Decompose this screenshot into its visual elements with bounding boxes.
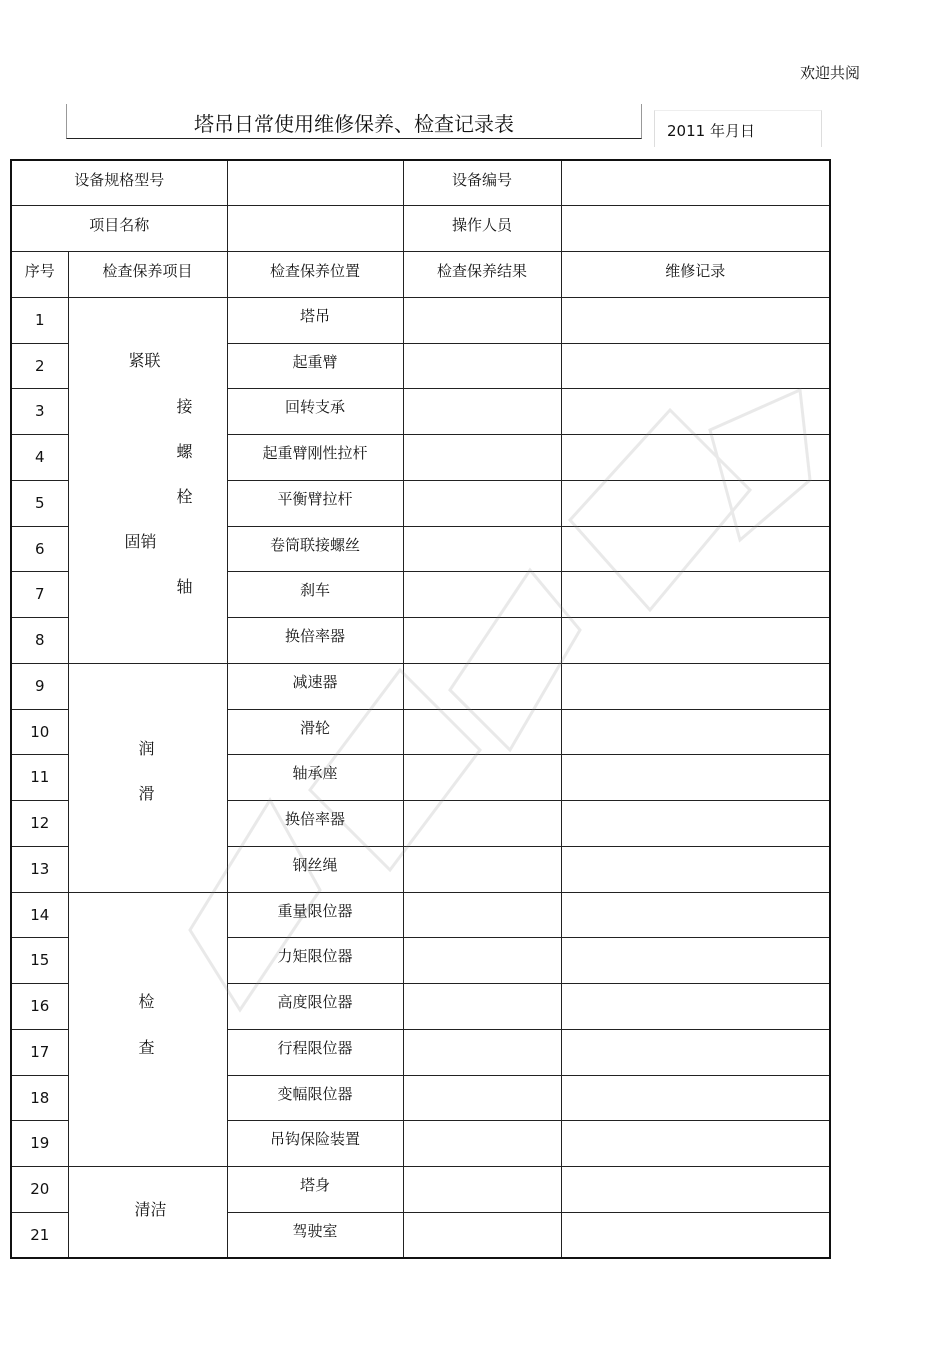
row-position: 平衡臂拉杆 [277, 489, 353, 508]
group-fasten-line5: 固销 [124, 531, 157, 551]
form-row-spec [11, 160, 830, 206]
row-result-cell[interactable] [403, 618, 561, 664]
row-repair-cell[interactable] [561, 297, 830, 343]
col-header-no [11, 252, 68, 298]
col-header-repair-text: 维修记录 [665, 262, 726, 280]
col-header-item [68, 252, 227, 298]
row-position-cell [227, 1029, 403, 1075]
row-no: 19 [30, 1134, 50, 1153]
row-repair-cell[interactable] [561, 984, 830, 1030]
row-result-cell[interactable] [403, 938, 561, 984]
equip-no-label-cell [403, 160, 561, 206]
row-repair-cell[interactable] [561, 1212, 830, 1258]
row-position-cell [227, 755, 403, 801]
spec-value[interactable] [228, 161, 403, 170]
group-lube [68, 663, 227, 892]
row-result-cell[interactable] [403, 1167, 561, 1213]
row-no-cell [11, 572, 68, 618]
row-no: 18 [30, 1088, 50, 1107]
page-top-note: 欢迎共阅 [800, 64, 861, 82]
row-result-cell[interactable] [403, 1029, 561, 1075]
row-repair-cell[interactable] [561, 389, 830, 435]
row-repair-cell[interactable] [561, 1075, 830, 1121]
row-result-cell[interactable] [403, 1075, 561, 1121]
group-fasten-line3: 螺 [176, 441, 193, 461]
row-repair-cell[interactable] [561, 709, 830, 755]
row-position: 驾驶室 [292, 1221, 338, 1240]
row-position-cell [227, 801, 403, 847]
row-position-cell [227, 984, 403, 1030]
col-header-position-text: 检查保养位置 [270, 262, 361, 280]
record-table [10, 159, 831, 1259]
row-no-cell [11, 663, 68, 709]
group-fasten-line4: 栓 [176, 486, 193, 506]
row-no-cell [11, 1029, 68, 1075]
row-position: 滑轮 [300, 718, 331, 737]
column-header-row [11, 252, 830, 298]
row-no: 5 [34, 493, 45, 512]
table-row [11, 892, 830, 938]
row-position: 行程限位器 [277, 1038, 353, 1057]
row-position-cell [227, 618, 403, 664]
row-position-cell [227, 526, 403, 572]
group-inspect-line1: 检 [138, 991, 155, 1011]
row-no: 11 [30, 768, 50, 787]
row-result-cell[interactable] [403, 892, 561, 938]
row-no-cell [11, 618, 68, 664]
row-no: 20 [30, 1180, 50, 1198]
row-repair-cell[interactable] [561, 755, 830, 801]
row-position: 塔身 [300, 1176, 331, 1194]
row-position-cell [227, 892, 403, 938]
row-no-cell [11, 984, 68, 1030]
row-position: 起重臂刚性拉杆 [262, 444, 368, 462]
project-label: 项目名称 [89, 216, 150, 235]
spec-label-cell [11, 160, 227, 206]
row-no-cell [11, 435, 68, 481]
row-result-cell[interactable] [403, 343, 561, 389]
row-no: 13 [30, 859, 50, 878]
row-result-cell[interactable] [403, 435, 561, 481]
row-repair-cell[interactable] [561, 572, 830, 618]
row-position: 重量限位器 [277, 901, 353, 920]
row-no: 15 [30, 951, 50, 970]
row-repair-cell[interactable] [561, 480, 830, 526]
row-position-cell [227, 846, 403, 892]
row-no: 3 [34, 402, 45, 421]
row-no-cell [11, 1121, 68, 1167]
row-position: 吊钩保险装置 [270, 1130, 361, 1149]
row-position: 塔吊 [300, 306, 331, 325]
row-position: 钢丝绳 [292, 855, 338, 874]
row-repair-cell[interactable] [561, 343, 830, 389]
row-result-cell[interactable] [403, 755, 561, 801]
row-no: 9 [34, 676, 45, 695]
row-position: 起重臂 [292, 352, 338, 371]
row-repair-cell[interactable] [561, 846, 830, 892]
group-clean-label: 清洁 [134, 1200, 167, 1219]
col-header-item-text: 检查保养项目 [102, 262, 193, 280]
row-no: 6 [34, 539, 45, 558]
row-no: 10 [30, 722, 50, 741]
group-fasten-line2: 接 [176, 396, 193, 416]
spec-value-cell[interactable] [227, 160, 403, 206]
row-position-cell [227, 709, 403, 755]
row-result-cell[interactable] [403, 984, 561, 1030]
group-clean [68, 1167, 227, 1259]
col-header-no-text: 序号 [24, 262, 55, 280]
row-repair-cell[interactable] [561, 435, 830, 481]
operator-label-cell [403, 206, 561, 252]
operator-value[interactable] [562, 206, 830, 215]
row-position: 减速器 [292, 672, 338, 691]
col-header-result-text: 检查保养结果 [437, 262, 528, 280]
row-no-cell [11, 709, 68, 755]
row-position-cell [227, 389, 403, 435]
row-position-cell [227, 435, 403, 481]
group-lube-line1: 润 [138, 738, 155, 758]
row-no: 21 [30, 1225, 50, 1244]
row-result-cell[interactable] [403, 297, 561, 343]
row-result-cell[interactable] [403, 389, 561, 435]
col-header-position [227, 252, 403, 298]
row-position-cell [227, 938, 403, 984]
group-lube-line2: 滑 [138, 783, 155, 803]
project-value-cell[interactable] [227, 206, 403, 252]
row-no-cell [11, 343, 68, 389]
group-inspect [68, 892, 227, 1167]
row-result-cell[interactable] [403, 572, 561, 618]
group-fasten-line6: 轴 [176, 576, 193, 596]
row-position: 轴承座 [292, 764, 338, 783]
project-label-cell [11, 206, 227, 252]
row-position: 刹车 [300, 581, 331, 600]
row-no-cell [11, 480, 68, 526]
row-position: 回转支承 [285, 398, 346, 417]
row-position-cell [227, 663, 403, 709]
date-box [654, 110, 822, 147]
row-position: 高度限位器 [277, 993, 353, 1011]
table-row [11, 663, 830, 709]
row-no: 2 [34, 356, 45, 375]
group-inspect-line2: 查 [138, 1037, 155, 1057]
form-row-project [11, 206, 830, 252]
row-no-cell [11, 1212, 68, 1258]
row-repair-cell[interactable] [561, 1167, 830, 1213]
page-title: 塔吊日常使用维修保养、检查记录表 [194, 112, 514, 136]
spec-label: 设备规格型号 [74, 171, 165, 189]
row-position-cell [227, 1075, 403, 1121]
date-field: 2011 年月日 [667, 122, 755, 140]
row-no: 1 [34, 310, 45, 329]
operator-value-cell[interactable] [561, 206, 830, 252]
equip-no-label: 设备编号 [452, 171, 513, 189]
row-no: 16 [30, 997, 50, 1015]
row-result-cell[interactable] [403, 663, 561, 709]
row-repair-cell[interactable] [561, 801, 830, 847]
col-header-repair [561, 252, 830, 298]
row-no-cell [11, 389, 68, 435]
row-repair-cell[interactable] [561, 938, 830, 984]
row-result-cell[interactable] [403, 846, 561, 892]
row-position-cell [227, 1212, 403, 1258]
title-box [66, 104, 642, 139]
operator-label: 操作人员 [452, 216, 513, 235]
row-result-cell[interactable] [403, 1212, 561, 1258]
row-no: 12 [30, 814, 50, 832]
equip-no-value[interactable] [562, 161, 830, 170]
row-repair-cell[interactable] [561, 618, 830, 664]
row-position: 力矩限位器 [277, 947, 353, 966]
row-repair-cell[interactable] [561, 892, 830, 938]
row-no-cell [11, 938, 68, 984]
col-header-result [403, 252, 561, 298]
row-position: 换倍率器 [285, 627, 346, 645]
row-position: 变幅限位器 [277, 1084, 353, 1103]
row-no-cell [11, 755, 68, 801]
row-result-cell[interactable] [403, 801, 561, 847]
row-repair-cell[interactable] [561, 1121, 830, 1167]
row-no: 17 [30, 1042, 50, 1061]
project-value[interactable] [228, 206, 403, 215]
row-no: 4 [34, 448, 45, 466]
row-no-cell [11, 892, 68, 938]
table-row [11, 1167, 830, 1213]
row-position-cell [227, 480, 403, 526]
equip-no-value-cell[interactable] [561, 160, 830, 206]
row-repair-cell[interactable] [561, 1029, 830, 1075]
row-no-cell [11, 801, 68, 847]
row-no-cell [11, 526, 68, 572]
row-no-cell [11, 297, 68, 343]
group-fasten [68, 297, 227, 663]
row-no: 14 [30, 905, 50, 924]
row-repair-cell[interactable] [561, 663, 830, 709]
row-position-cell [227, 1167, 403, 1213]
row-position-cell [227, 343, 403, 389]
row-result-cell[interactable] [403, 1121, 561, 1167]
row-no: 8 [34, 631, 45, 649]
row-no-cell [11, 1075, 68, 1121]
row-position: 卷筒联接螺丝 [270, 535, 361, 554]
row-repair-cell[interactable] [561, 526, 830, 572]
row-position-cell [227, 297, 403, 343]
group-fasten-line1: 紧联 [128, 350, 161, 370]
row-no-cell [11, 846, 68, 892]
row-position: 换倍率器 [285, 810, 346, 828]
row-position-cell [227, 1121, 403, 1167]
row-result-cell[interactable] [403, 526, 561, 572]
table-row [11, 297, 830, 343]
row-position-cell [227, 572, 403, 618]
row-no: 7 [34, 585, 45, 604]
row-result-cell[interactable] [403, 709, 561, 755]
row-no-cell [11, 1167, 68, 1213]
row-result-cell[interactable] [403, 480, 561, 526]
